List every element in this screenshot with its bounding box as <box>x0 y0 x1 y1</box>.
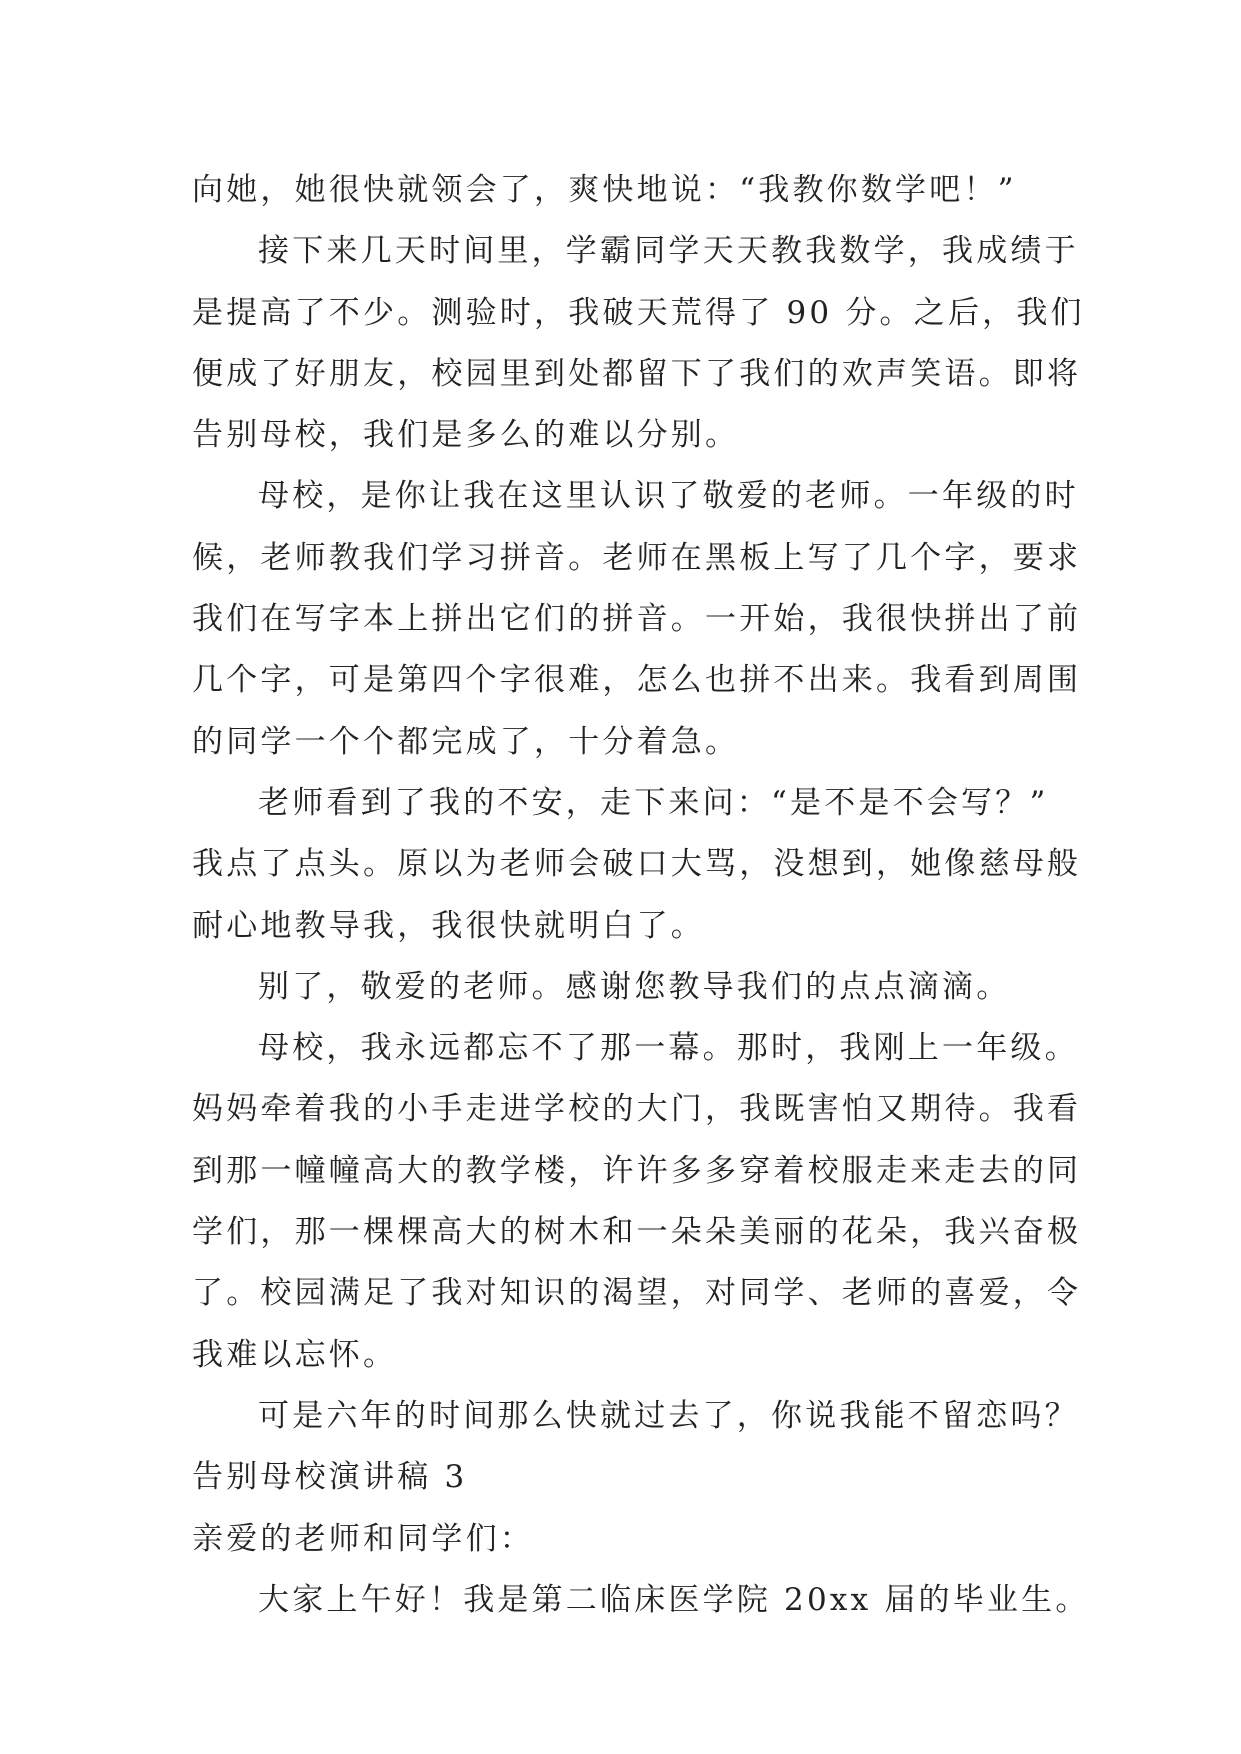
text-line: 我们在写字本上拼出它们的拼音。一开始，我很快拼出了前 <box>192 601 1082 638</box>
text-line: 妈妈牵着我的小手走进学校的大门，我既害怕又期待。我看 <box>192 1091 1082 1128</box>
section-heading: 告别母校演讲稿 3 <box>192 1459 468 1496</box>
text-line: 老师看到了我的不安，走下来问：“是不是不会写？” <box>258 784 1049 821</box>
text-line: 耐心地教导我，我很快就明白了。 <box>192 907 705 944</box>
text-line: 到那一幢幢高大的教学楼，许许多多穿着校服走来走去的同 <box>192 1152 1082 1189</box>
text-line: 告别母校，我们是多么的难以分别。 <box>192 417 740 454</box>
salutation: 亲爱的老师和同学们： <box>192 1520 534 1557</box>
text-line: 可是六年的时间那么快就过去了，你说我能不留恋吗？ <box>258 1397 1079 1434</box>
text-line: 接下来几天时间里，学霸同学天天教我数学，我成绩于 <box>258 233 1079 270</box>
text-line: 别了，敬爱的老师。感谢您教导我们的点点滴滴。 <box>258 968 1011 1005</box>
text-line: 是提高了不少。测验时，我破天荒得了 90 分。之后，我们 <box>192 294 1085 331</box>
text-line: 我难以忘怀。 <box>192 1336 398 1373</box>
text-line: 的同学一个个都完成了，十分着急。 <box>192 723 740 760</box>
text-line: 母校，是你让我在这里认识了敬爱的老师。一年级的时 <box>258 478 1079 515</box>
text-line: 候，老师教我们学习拼音。老师在黑板上写了几个字，要求 <box>192 539 1082 576</box>
text-line: 学们，那一棵棵高大的树木和一朵朵美丽的花朵，我兴奋极 <box>192 1214 1082 1251</box>
text-line: 大家上午好！我是第二临床医学院 20xx 届的毕业生。 <box>258 1581 1090 1618</box>
text-line: 了。校园满足了我对知识的渴望，对同学、老师的喜爱，令 <box>192 1275 1082 1312</box>
document-body <box>192 160 1090 1631</box>
text-line: 我点了点头。原以为老师会破口大骂，没想到，她像慈母般 <box>192 846 1082 883</box>
text-line: 几个字，可是第四个字很难，怎么也拼不出来。我看到周围 <box>192 662 1082 699</box>
text-line: 母校，我永远都忘不了那一幕。那时，我刚上一年级。 <box>258 1030 1079 1067</box>
text-line: 便成了好朋友，校园里到处都留下了我们的欢声笑语。即将 <box>192 355 1082 392</box>
text-line: 向她，她很快就领会了，爽快地说：“我教你数学吧！” <box>192 172 1017 208</box>
